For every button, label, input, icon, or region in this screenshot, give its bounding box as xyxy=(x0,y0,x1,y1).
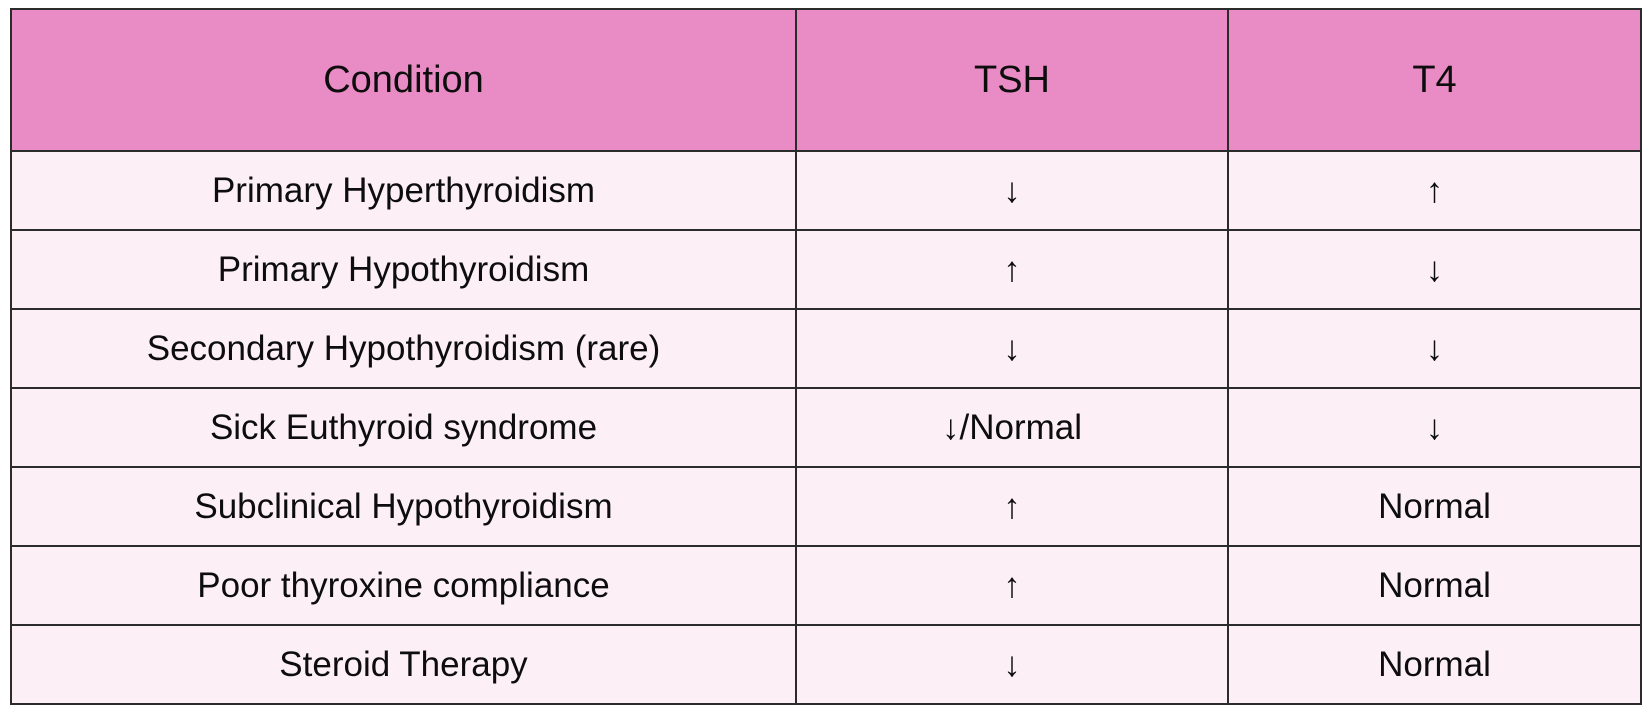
cell-condition: Poor thyroxine compliance xyxy=(11,546,796,625)
table-row xyxy=(11,309,1641,388)
cell-condition: Primary Hypothyroidism xyxy=(11,230,796,309)
table-header xyxy=(11,9,1641,151)
cell-tsh: ↑ xyxy=(796,467,1228,546)
thyroid-function-table xyxy=(10,8,1642,705)
table-body xyxy=(11,151,1641,704)
cell-condition: Subclinical Hypothyroidism xyxy=(11,467,796,546)
cell-condition: Steroid Therapy xyxy=(11,625,796,704)
cell-condition: Primary Hyperthyroidism xyxy=(11,151,796,230)
column-header-t4: T4 xyxy=(1228,9,1641,151)
table-row xyxy=(11,151,1641,230)
cell-t4: ↓ xyxy=(1228,230,1641,309)
table-row xyxy=(11,388,1641,467)
cell-t4: Normal xyxy=(1228,467,1641,546)
cell-tsh: ↓ xyxy=(796,625,1228,704)
table-header-row xyxy=(11,9,1641,151)
cell-condition: Sick Euthyroid syndrome xyxy=(11,388,796,467)
cell-tsh: ↑ xyxy=(796,230,1228,309)
column-header-condition: Condition xyxy=(11,9,796,151)
cell-t4: ↓ xyxy=(1228,388,1641,467)
cell-tsh: ↓ xyxy=(796,151,1228,230)
cell-condition: Secondary Hypothyroidism (rare) xyxy=(11,309,796,388)
cell-t4: ↑ xyxy=(1228,151,1641,230)
table-row xyxy=(11,230,1641,309)
cell-tsh: ↓/Normal xyxy=(796,388,1228,467)
cell-tsh: ↑ xyxy=(796,546,1228,625)
table-row xyxy=(11,625,1641,704)
table-row xyxy=(11,467,1641,546)
column-header-tsh: TSH xyxy=(796,9,1228,151)
cell-t4: Normal xyxy=(1228,625,1641,704)
table-row xyxy=(11,546,1641,625)
cell-t4: Normal xyxy=(1228,546,1641,625)
cell-tsh: ↓ xyxy=(796,309,1228,388)
cell-t4: ↓ xyxy=(1228,309,1641,388)
